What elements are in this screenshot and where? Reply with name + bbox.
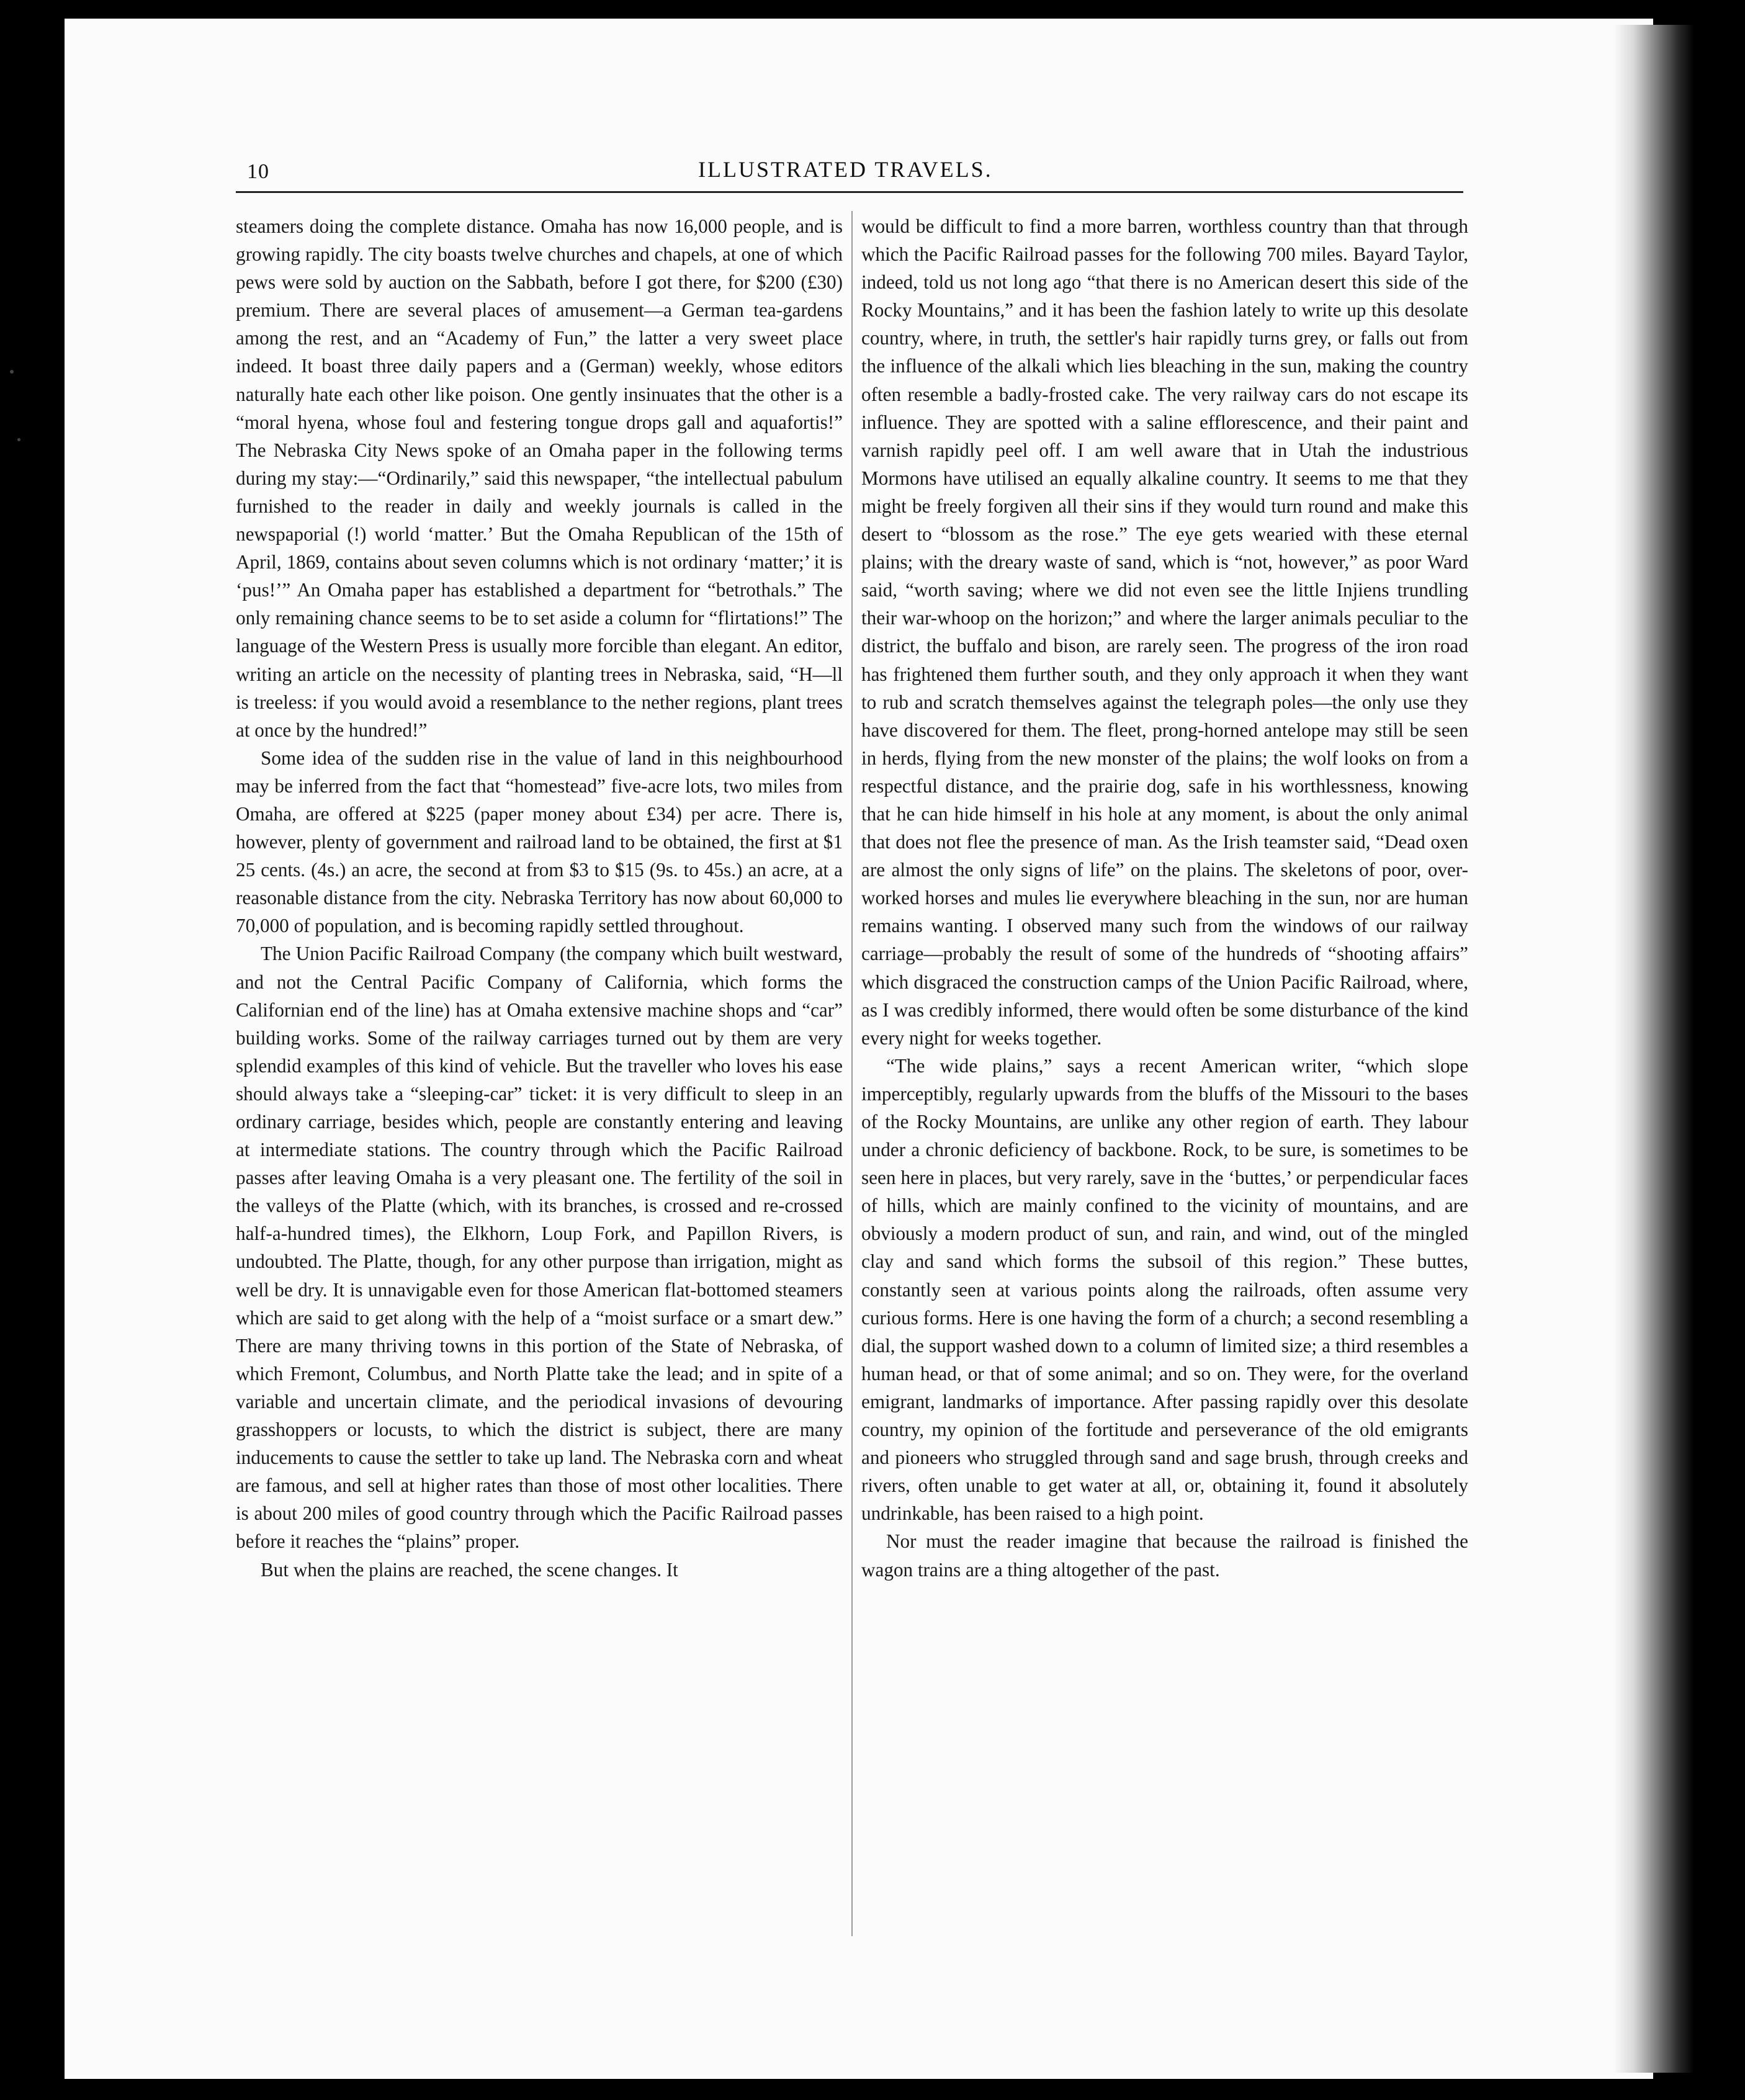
paragraph-barren-country: would be difficult to find a more barren, worthless country than that through which the Pacific Railroad passes for the following 700 miles. Bayard Taylor, indeed, told us not long ago “that there is no American desert this side of the Rocky Mountains,” and it has been the fashion lately to write up this desolate country, where, in truth, the settler's hair rapidly turns grey, or falls out from the influence of the alkali which lies bleaching in the sun, making the country often resemble a badly-frosted cake. The very railway cars do not escape its influence. They are spotted with a saline efflorescence, and their paint and varnish rapidly peel off. I am well aware that in Utah the industrious Mormons have utilised an equally alkaline country. It seems to me that they might be freely forgiven all their sins if they would turn round and make this desert to “blossom as the rose.” The eye gets wearied with these eternal plains; with the dreary waste of sand, which is “not, however,” as poor Ward said, “worth saving; where we did not even see the little Injiens trundling their war-whoop on the horizon;” and where the larger animals peculiar to the district, the buffalo and bison, are rarely seen. The progress of the iron road has frightened them further south, and they only approach it when they want to rub and scratch themselves against the telegraph poles—the only use they have discovered for them. The fleet, prong-horned antelope may still be seen in herds, flying from the new monster of the plains; the wolf looks on from a respectful distance, and the prairie dog, safe in his worthlessness, knowing that he can hide himself in his hole at any moment, is about the only animal that does not flee the presence of man. As the Irish teamster said, “Dead oxen are almost the only signs of life” on the plains. The skeletons of poor, over-worked horses and mules lie everywhere bleaching in the sun, nor are human remains wanting. I observed many such from the windows of our railway carriage—probably the result of some of the hundreds of “shooting affairs” which disgraced the construction camps of the Union Pacific Railroad, where, as I was credibly informed, there would often be some disturbance of the kind every night for weeks together.	[861, 215, 1468, 1049]
paragraph-land-value: Some idea of the sudden rise in the value of land in this neighbourhood may be inferred from the fact that “homestead” five-acre lots, two miles from Omaha, are offered at $225 (paper money about £34) per acre. There is, however, plenty of government and railroad land to be obtained, the first at $1 25 cents. (4s.) an acre, the second at from $3 to $15 (9s. to 45s.) an acre, at a reasonable distance from the city. Nebraska Territory has now about 60,000 to 70,000 of population, and is becoming rapidly settled throughout.	[236, 747, 843, 937]
paragraph-wagon-trains: Nor must the reader imagine that because the railroad is finished the wagon trains are a thing altogether of the past.	[861, 1530, 1468, 1581]
paragraph-omaha-press: steamers doing the complete distance. Omaha has now 16,000 people, and is growing rapidly. The city boasts twelve churches and chapels, at one of which pews were sold by auction on the Sabbath, before I got there, for $200 (£30) premium. There are several places of amusement—a German tea-gardens among the rest, and an “Academy of Fun,” the latter a very sweet place indeed. It boast three daily papers and a (German) weekly, whose editors naturally hate each other like poison. One gently insinuates that the other is a “moral hyena, whose foul and festering tongue drops gall and aquafortis!” The Nebraska City News spoke of an Omaha paper in the following terms during my stay:—“Ordinarily,” said this newspaper, “the intellectual pabulum furnished to the reader in daily and weekly journals is called in the newspaporial (!) world ‘matter.’ But the Omaha Republican of the 15th of April, 1869, contains about seven columns which is not ordinary ‘matter;’ it is ‘pus!’” An Omaha paper has established a department for “betrothals.” The only remaining chance seems to be to set aside a column for “flirtations!” The language of the Western Press is usually more forcible than elegant. An editor, writing an article on the necessity of planting trees in Nebraska, said, “H—ll is treeless: if you would avoid a resemblance to the nether regions, plant trees at once by the hundred!”	[236, 215, 843, 741]
column-divider	[851, 211, 853, 1936]
scan-speck	[17, 438, 20, 441]
book-spine-shadow	[1613, 25, 1694, 2073]
page-number: 10	[247, 160, 269, 183]
header-rule	[236, 191, 1463, 193]
scan-speck	[10, 370, 14, 374]
running-title: ILLUSTRATED TRAVELS.	[698, 157, 993, 182]
paragraph-plains-reached: But when the plains are reached, the scene changes. It	[261, 1558, 678, 1581]
paragraph-wide-plains: “The wide plains,” says a recent American writer, “which slope imperceptibly, regularly upwards from the bluffs of the Missouri to the bases of the Rocky Mountains, are unlike any other region of earth. They labour under a chronic deficiency of backbone. Rock, to be sure, is sometimes to be seen here in places, but very rarely, save in the ‘buttes,’ or perpendicular faces of hills, which are mainly confined to the vicinity of mountains, and are obviously a modern product of sun, and rain, and wind, out of the mingled clay and sand which forms the subsoil of this region.” These buttes, constantly seen at various points along the railroads, often assume very curious forms. Here is one having the form of a church; a second resembling a dial, the support washed down to a column of limited size; a third resembles a human head, or that of some animal; and so on. They were, for the overland emigrant, landmarks of importance. After passing rapidly over this desolate country, my opinion of the fortitude and perseverance of the old emigrants and pioneers who struggled through sand and sage brush, through creeks and rivers, often unable to get water at all, or, obtaining it, found it absolutely undrinkable, has been raised to a high point.	[861, 1054, 1468, 1525]
paragraph-union-pacific: The Union Pacific Railroad Company (the company which built westward, and not the Central Pacific Company of California, which forms the Californian end of the line) has at Omaha extensive machine shops and “car” building works. Some of the railway carriages turned out by them are very splendid examples of this kind of vehicle. But the traveller who loves his ease should always take a “sleeping-car” ticket: it is very difficult to sleep in an ordinary carriage, besides which, people are constantly entering and leaving at intermediate stations. The country through which the Pacific Railroad passes after leaving Omaha is a very pleasant one. The fertility of the soil in the valleys of the Platte (which, with its branches, is crossed and re-crossed half-a-hundred times), the Elkhorn, Loup Fork, and Papillon Rivers, is undoubted. The Platte, though, for any other purpose than irrigation, might as well be dry. It is unnavigable even for those American flat-bottomed steamers which are said to get along with the help of a “moist surface or a smart dew.” There are many thriving towns in this portion of the State of Nebraska, of which Fremont, Columbus, and North Platte take the lead; and in spite of a variable and uncertain climate, and the periodical invasions of devouring grasshoppers or locusts, to which the district is subject, there are many inducements to cause the settler to take up land. The Nebraska corn and wheat are famous, and sell at higher rates than those of most other localities. There is about 200 miles of good country through which the Pacific Railroad passes before it reaches the “plains” proper.	[236, 943, 843, 1553]
left-text-column	[236, 212, 843, 1584]
right-text-column	[861, 212, 1468, 1584]
